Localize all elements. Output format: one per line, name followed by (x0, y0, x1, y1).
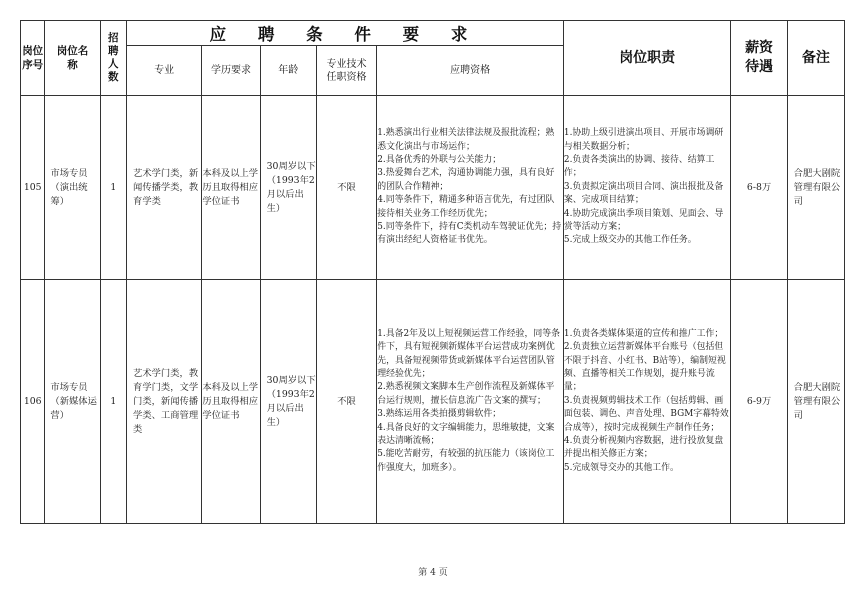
table-row (21, 96, 845, 280)
duty-item: 3.负责视频剪辑技术工作（包括剪辑、画面包装、调色、声音处理、BGM字幕特效合成等），按时完成视频生产制作任务； (563, 395, 729, 433)
header-qualification: 应聘资格 (377, 46, 564, 96)
header-seq: 岗位序号 (21, 21, 45, 96)
duty-item: 2.负责独立运营新媒体平台账号（包括但不限于抖音、小红书、B站等），编制短视频、直播等相关工作规划，提升账号流量； (563, 342, 726, 393)
duty-item: 1.负责各类媒体渠道的宣传和推广工作； (563, 328, 724, 339)
header-major: 专业 (127, 46, 202, 96)
row-tech: 不限 (316, 96, 376, 280)
page-number: 第 4 页 (418, 568, 448, 578)
row-remark: 合肥大剧院管理有限公司 (787, 96, 844, 280)
row-name: 市场专员（新媒体运营） (45, 280, 100, 524)
qualification-item: 2.具备优秀的外联与公关能力； (377, 154, 502, 165)
qualification-item: 3.热爱舞台艺术，沟通协调能力强，具有良好的团队合作精神； (377, 168, 555, 192)
header-duties: 岗位职责 (563, 21, 731, 96)
row-count: 1 (100, 96, 127, 280)
row-remark: 合肥大剧院管理有限公司 (787, 280, 844, 524)
row-salary: 6-9万 (731, 280, 787, 524)
duty-item: 4.负责分析视频内容数据，进行投放复盘并提出相关修正方案； (563, 436, 724, 460)
qualification-item: 5.同等条件下，持有C类机动车驾驶证优先；持有演出经纪人资格证书优先。 (377, 222, 562, 246)
row-qualification (377, 280, 564, 524)
table-row (21, 280, 845, 524)
header-remark: 备注 (787, 21, 844, 96)
header-count: 招聘人数 (100, 21, 127, 96)
row-seq: 106 (21, 280, 45, 524)
row-major: 艺术学门类，教育学门类，文学门类，新闻传播学类、工商管理类 (127, 280, 202, 524)
header-salary: 薪资待遇 (731, 21, 787, 96)
row-duties (563, 280, 731, 524)
duty-item: 5.完成上级交办的其他工作任务。 (563, 235, 697, 246)
qualification-item: 4.具备良好的文字编辑能力，思维敏捷，文案表达清晰流畅； (377, 422, 555, 447)
qualification-item: 2.熟悉视频文案脚本生产创作流程及新媒体平台运行规则，擅长信息流广告文案的撰写； (377, 382, 555, 406)
duty-item: 3.负责拟定演出项目合同、演出报批及备案、完成项目结算； (563, 181, 724, 206)
duty-item: 1.协助上级引进演出项目、开展市场调研与相关数据分析； (563, 128, 724, 152)
header-name: 岗位名称 (45, 21, 100, 96)
row-education: 本科及以上学历且取得相应学位证书 (202, 96, 260, 280)
duty-item: 2.负责各类演出的协调、接待、结算工作； (563, 154, 715, 179)
header-requirements: 应 聘 条 件 要 求 (127, 21, 564, 46)
qualification-item: 4.同等条件下，精通多种语言优先，有过团队接待相关业务工作经历优先； (377, 195, 555, 219)
duty-item: 5.完成领导交办的其他工作。 (563, 462, 679, 473)
row-name: 市场专员（演出统筹） (45, 96, 100, 280)
recruitment-table (20, 20, 845, 524)
qualification-item: 1.具备2年及以上短视频运营工作经验，同等条件下，具有短视频新媒体平台运营成功案例优先，具备短视频带货或新媒体平台运营团队管理经验优先； (377, 328, 561, 379)
qualification-item: 1.熟悉演出行业相关法律法规及报批流程；熟悉文化演出与市场运作； (377, 128, 555, 152)
qualification-item: 5.能吃苦耐劳，有较强的抗压能力（该岗位工作强度大，加班多）。 (377, 449, 555, 473)
duty-item: 4.协助完成演出季项目策划、见面会、导赏等活动方案； (563, 208, 724, 233)
row-tech: 不限 (316, 280, 376, 524)
row-duties (563, 96, 731, 280)
row-age: 30周岁以下（1993年2月以后出生） (260, 280, 316, 524)
row-education: 本科及以上学历且取得相应学位证书 (202, 280, 260, 524)
qualification-item: 3.熟练运用各类拍摄剪辑软件； (377, 409, 502, 420)
header-row-1 (21, 21, 845, 46)
header-age: 年龄 (260, 46, 316, 96)
row-seq: 105 (21, 96, 45, 280)
row-salary: 6-8万 (731, 96, 787, 280)
row-major: 艺术学门类，新闻传播学类，教育学类 (127, 96, 202, 280)
row-count: 1 (100, 280, 127, 524)
row-age: 30周岁以下（1993年2月以后出生） (260, 96, 316, 280)
row-qualification (377, 96, 564, 280)
header-tech: 专业技术任职资格 (316, 46, 376, 96)
header-education: 学历要求 (202, 46, 260, 96)
